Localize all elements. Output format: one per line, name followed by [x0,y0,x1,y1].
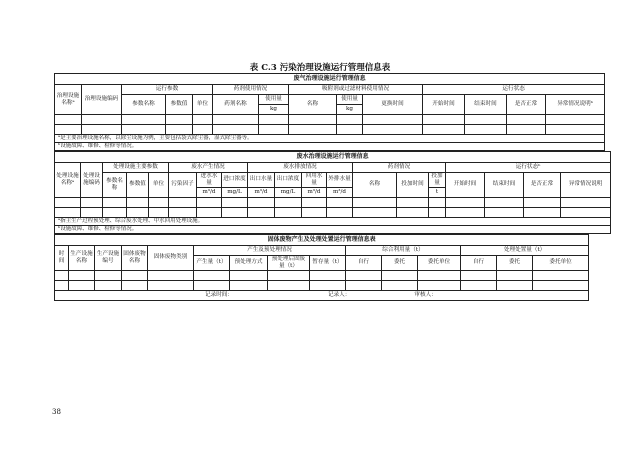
form-container [54,73,603,301]
gas-h-change: 更换时间 [363,95,423,115]
gas-table [54,73,605,151]
water-h-param-name: 参数名称 [103,173,127,198]
water-h-mgl-2: mg/L [275,187,302,197]
gas-note-a: ᵃ是主要治理设施名称，以除尘设施为例，主要包括袋式除尘器，湿式除尘器等。 [55,135,605,143]
water-h-out-conc: 出口浓度 [275,173,302,188]
water-h-m3d-1: m³/d [197,187,222,197]
gas-h-param-name: 参数名称 [122,95,166,115]
record-time-label: 记录时间： [205,291,233,298]
water-blank-row [55,207,611,217]
solid-h-ent1: 委托 [382,255,418,270]
water-h-param-val: 参数值 [127,173,149,198]
solid-h-waste-name: 固体废物名称 [122,245,148,270]
water-h-abnormal: 异常情况说明 [561,173,611,198]
water-h-t: t [429,187,446,197]
solid-h-time: 时间 [55,245,69,270]
gas-h-filter: 吸附剂或过滤材料使用情况 [289,85,423,95]
water-h-mgl-1: mg/L [222,187,248,197]
solid-section-title: 固体废物产生及处理处置运行管理信息表 [55,234,589,245]
water-h-pollutant: 污染因子 [169,173,197,198]
gas-blank-row [55,125,605,135]
water-h-drug-name: 名称 [353,173,397,198]
solid-table [54,234,589,301]
recorder-label: 记录人： [327,291,351,298]
solid-h-ent-unit2: 委托单位 [533,255,589,270]
gas-h-param: 运行参数 [122,85,213,95]
gas-h-normal: 是否正常 [507,95,546,115]
water-h-drug: 药剂情况 [353,163,446,173]
gas-h-usage2: 使用量 [337,95,363,105]
gas-h-unit: 单位 [193,95,213,115]
solid-h-ent-unit1: 委托单位 [418,255,461,270]
water-h-m3d-2: m³/d [248,187,275,197]
solid-h-gen: 产生及预处理情况 [194,245,346,255]
water-h-in-vol: 进水水量 [197,173,222,188]
water-h-m3d-4: m³/d [327,187,353,197]
water-h-unit: 单位 [149,173,169,198]
gas-h-drug: 药剂使用情况 [213,85,289,95]
solid-h-self1: 自行 [346,255,382,270]
footer-row [55,290,589,300]
reviewer-label: 审核人： [414,291,437,298]
gas-section-title: 废气治理设施运行管理信息 [55,74,605,85]
solid-h-pre-method: 预处理方式 [230,255,268,270]
gas-h-kg2: kg [337,105,363,115]
water-h-add-time: 投加时间 [397,173,429,198]
water-h-name: 处理设施名称ᵃ [55,163,81,198]
table-title: 表 C.3 污染治理设施运行管理信息表 [249,63,391,73]
solid-h-disp: 处理处置量（t） [461,245,589,255]
water-h-end: 结束时间 [485,173,524,198]
solid-blank-row [55,280,589,290]
water-h-start: 开始时间 [446,173,485,198]
water-note-b: ᵇ设施故障、维修、检修等情况。 [55,225,611,233]
gas-h-filter-name: 名称 [289,95,337,115]
solid-h-self2: 自行 [461,255,497,270]
water-h-gen: 废水产生情况 [169,163,248,173]
water-h-normal: 是否正常 [524,173,561,198]
gas-h-usage: 使用量 [259,95,289,105]
water-h-add-amt: 投加量 [429,173,446,188]
gas-blank-row [55,115,605,125]
gas-note-b: ᵇ设施故障、维修、检修等情况。 [55,143,605,151]
water-note-a: ᵃ指主生产过程预处理、综合废水处理、中水回用处理设施。 [55,217,611,225]
gas-h-start: 开始时间 [423,95,465,115]
solid-h-pre-amt: 预处理后固废量（t） [268,255,310,270]
water-h-in-conc: 进口浓度 [222,173,248,188]
gas-h-kg1: kg [259,105,289,115]
solid-h-fac-code: 生产设施编号 [95,245,122,270]
solid-h-fac-name: 生产设施名称 [69,245,95,270]
gas-h-abnormal: 异常情况说明ᵇ [546,95,605,115]
water-h-code: 处理设施编码 [81,163,103,198]
solid-h-use: 综合利用量（t） [346,245,461,255]
water-table [54,151,611,234]
gas-h-code: 治理设施编码 [82,85,122,115]
gas-h-name: 治理设施名称ᵃ [55,85,82,115]
water-h-dis: 废水排放情况 [248,163,353,173]
solid-blank-row [55,270,589,280]
water-h-status: 运行状态ᵇ [446,163,611,173]
solid-h-waste-type: 固体废物类别 [148,245,194,270]
gas-h-end: 结束时间 [465,95,507,115]
solid-h-store: 暂存量（t） [310,255,346,270]
water-h-reuse: 回用水量 [302,173,327,188]
page-number: 38 [52,408,61,416]
water-h-m3d-3: m³/d [302,187,327,197]
gas-h-status: 运行状态 [423,85,605,95]
water-blank-row [55,197,611,207]
water-h-out-vol: 出口水量 [248,173,275,188]
water-section-title: 废水治理设施运行管理信息 [55,152,611,163]
gas-h-drug-name: 药剂名称 [213,95,259,115]
solid-h-gen-amt: 产生量（t） [194,255,230,270]
water-h-ext: 外排水量 [327,173,353,188]
water-h-param: 处理设施主要参数 [103,163,169,173]
gas-h-param-val: 参数值 [166,95,193,115]
solid-h-ent2: 委托 [497,255,533,270]
